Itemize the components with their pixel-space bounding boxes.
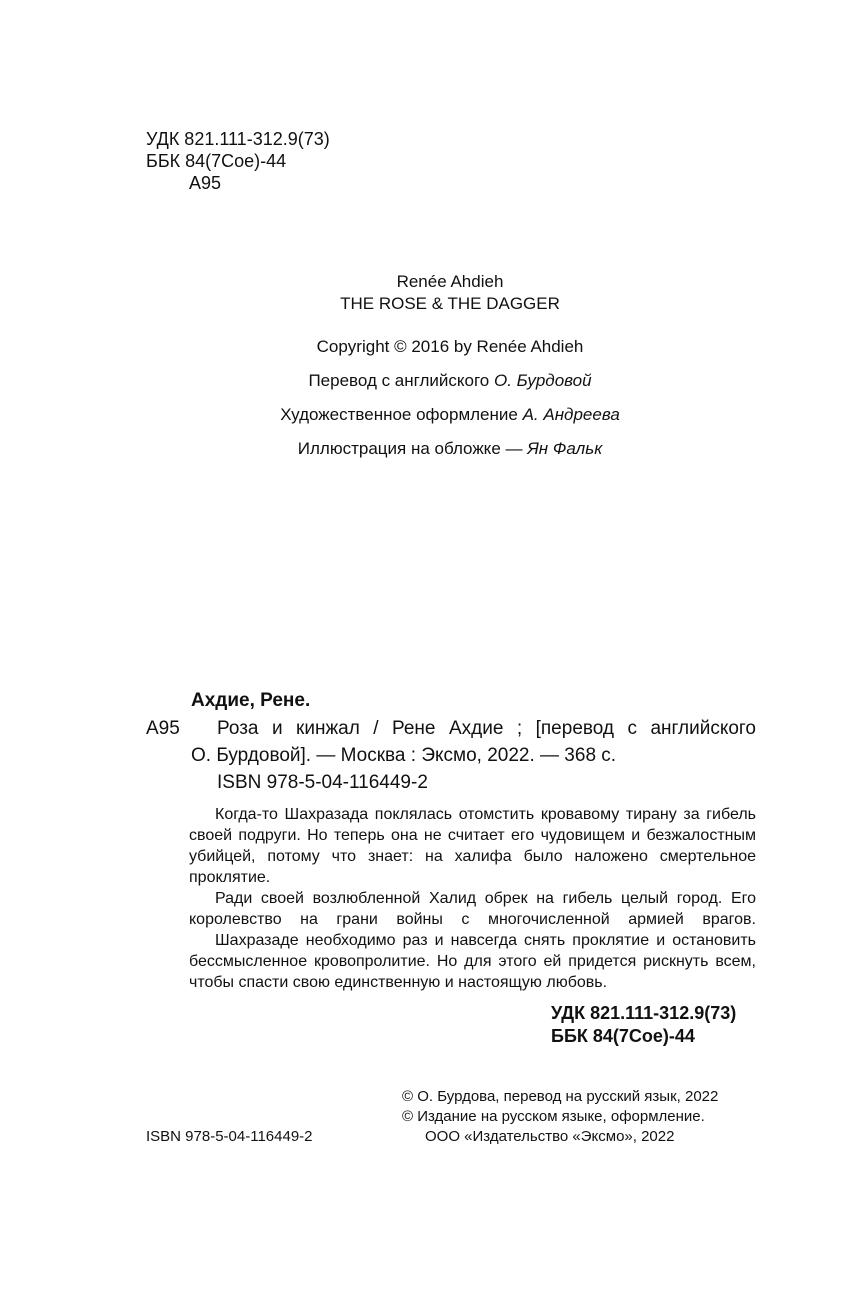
- designer-name: А. Андреева: [522, 405, 620, 424]
- copyright-translation: © О. Бурдова, перевод на русский язык, 2022: [402, 1088, 719, 1105]
- footer-bbk: ББК 84(7Сое)-44: [551, 1026, 695, 1046]
- copyright-publisher: ООО «Издательство «Эксмо», 2022: [425, 1128, 675, 1145]
- header-udk: УДК 821.111-312.9(73): [146, 129, 330, 149]
- design-credit: [0, 405, 844, 425]
- record-author-heading: Ахдие, Рене.: [191, 690, 311, 711]
- footer-udk: УДК 821.111-312.9(73): [551, 1003, 737, 1023]
- record-line-2: О. Бурдовой]. — Москва : Эксмо, 2022. — 368 с.: [191, 745, 617, 766]
- annotation: [189, 804, 756, 993]
- annotation-paragraph-2: Ради своей возлюбленной Халид обрек на гибель целый город. Его королевство на грани войны с многочисленной армией врагов.: [189, 890, 756, 928]
- record-isbn: ISBN 978-5-04-116449-2: [217, 772, 428, 793]
- illustration-label: Иллюстрация на обложке —: [297, 439, 528, 458]
- copyright-edition: © Издание на русском языке, оформление.: [402, 1108, 705, 1125]
- design-label: Художественное оформление: [280, 405, 523, 424]
- translator-name: О. Бурдовой: [493, 371, 592, 390]
- header-bbk: ББК 84(7Сое)-44: [146, 151, 287, 171]
- annotation-paragraph-1: Когда-то Шахразада поклялась отомстить кровавому тирану за гибель своей подруги. Но теперь она не считает его чудовищем и безжалостным убийцей, потому что знает: на халифа было наложено смертельное проклятие.: [189, 806, 756, 886]
- annotation-paragraph-3: Шахразаде необходимо раз и навсегда снять проклятие и остановить бессмысленное кровопролитие. Но для этого ей придется рискнуть всем, чтобы спасти свою единственную и настоящую любовь.: [189, 932, 756, 991]
- copyright-line: Copyright © 2016 by Renée Ahdieh: [316, 337, 584, 356]
- original-title: THE ROSE & THE DAGGER: [340, 294, 560, 313]
- original-author: Renée Ahdieh: [396, 272, 504, 291]
- illustration-credit: [0, 439, 844, 459]
- record-line-1: Роза и кинжал / Рене Ахдие ; [перевод с английского: [217, 718, 756, 739]
- record-mark: А95: [146, 718, 180, 739]
- translation-label: Перевод с английского: [308, 371, 494, 390]
- header-author-mark: А95: [189, 173, 222, 193]
- illustrator-name: Ян Фальк: [527, 439, 603, 458]
- translation-credit: [0, 371, 844, 391]
- bottom-isbn: ISBN 978-5-04-116449-2: [146, 1128, 313, 1145]
